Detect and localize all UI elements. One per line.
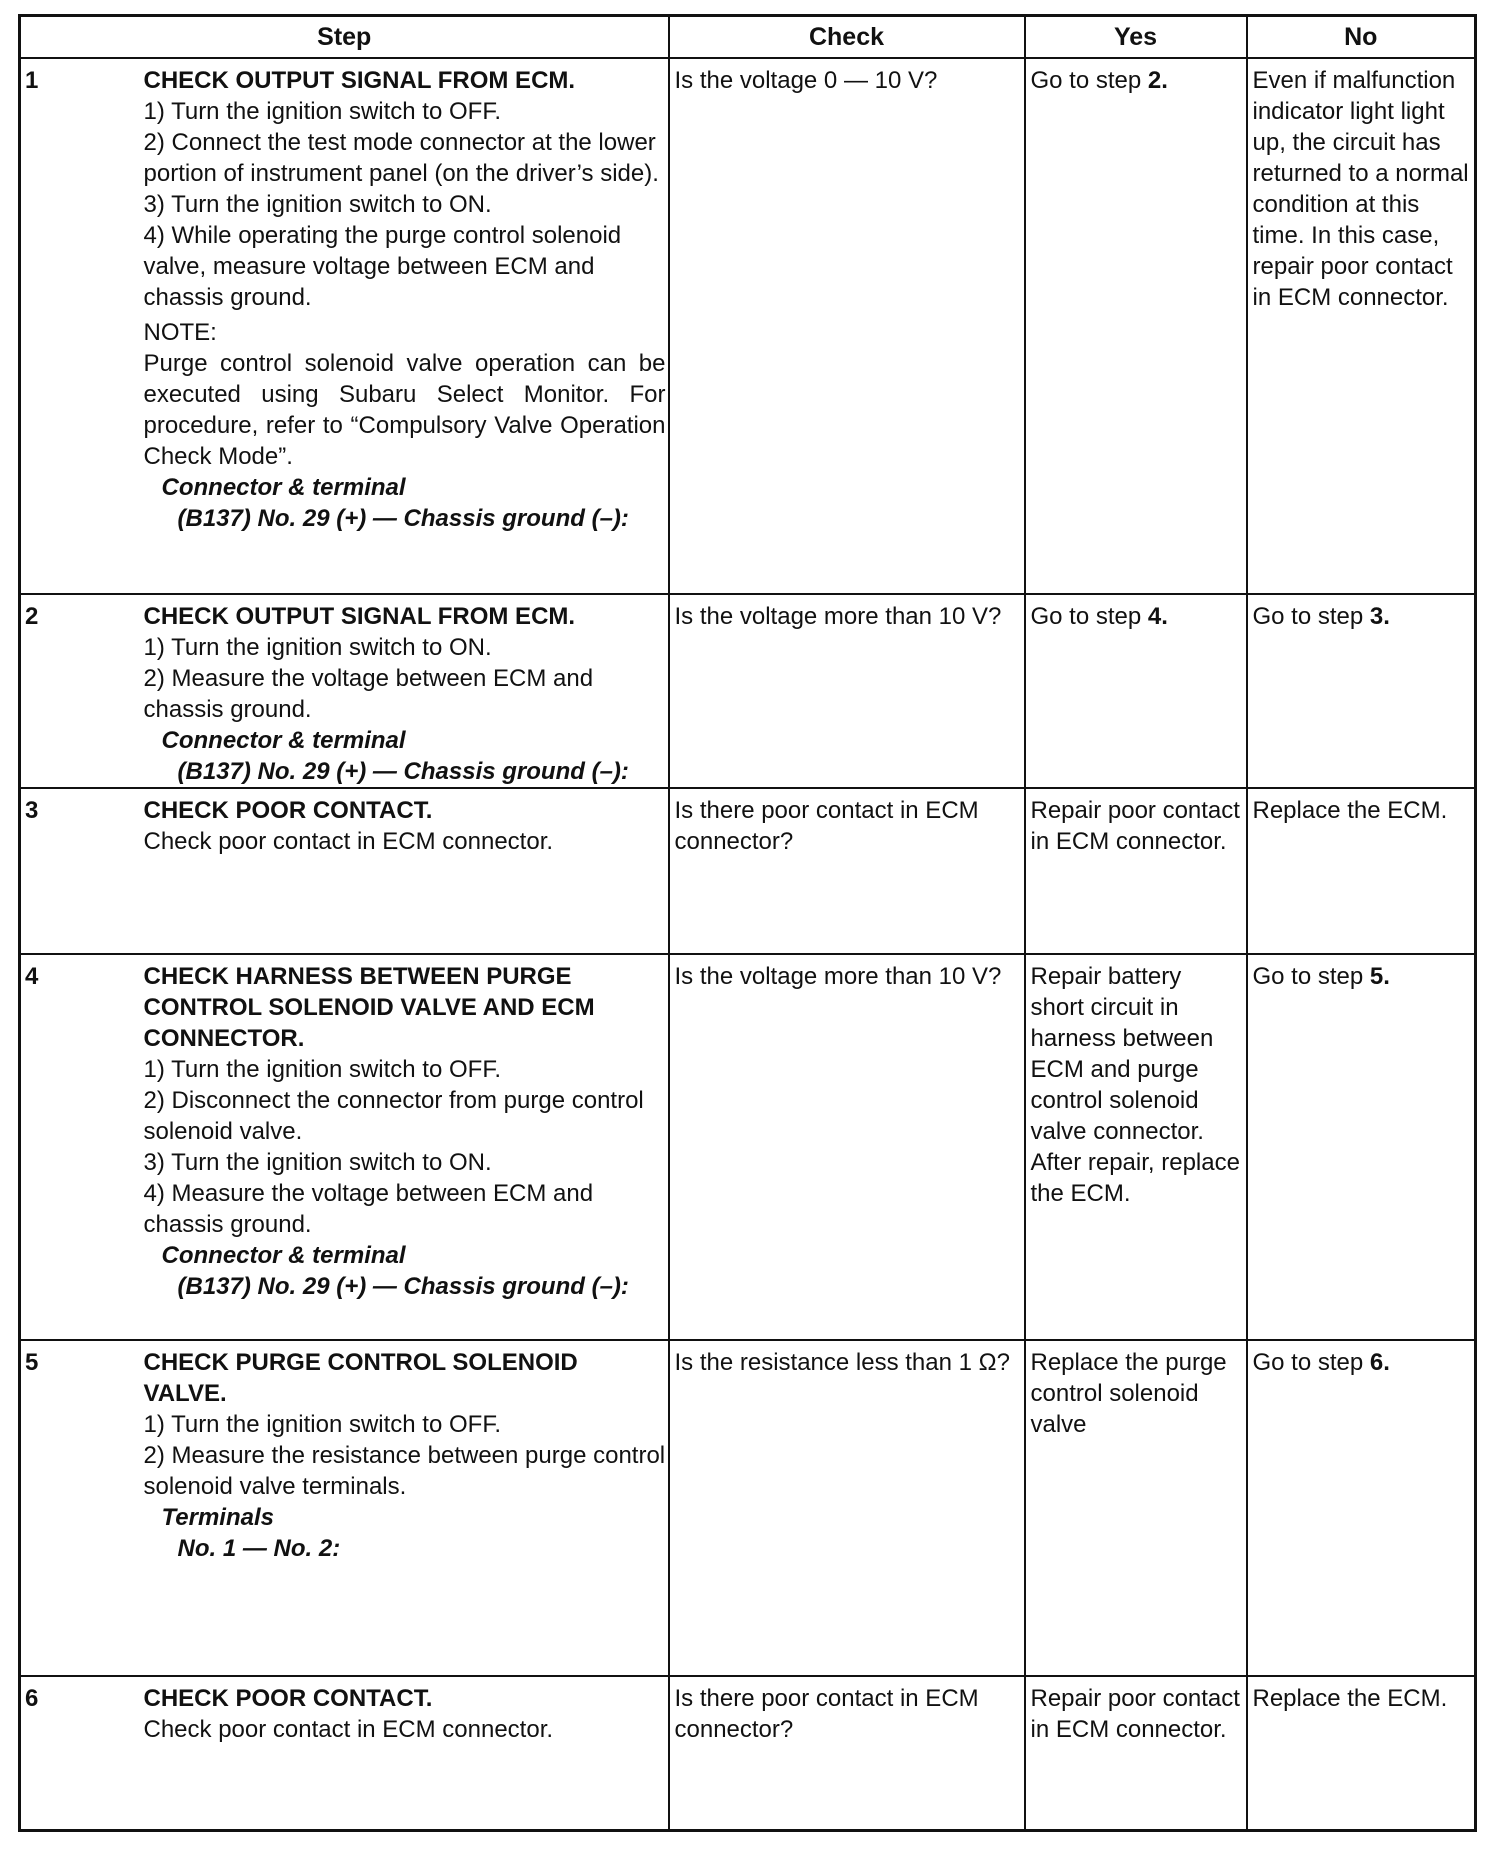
step-number: 5	[20, 1340, 138, 1676]
header-row	[20, 16, 1476, 59]
yes-cell	[1025, 58, 1247, 594]
connector-value: No. 1 — No. 2:	[177, 1535, 341, 1562]
table-row	[20, 594, 1476, 788]
check-cell: Is there poor contact in ECM connector?	[669, 788, 1025, 954]
yes-step-ref: 4.	[1147, 603, 1168, 630]
yes-cell	[1025, 954, 1247, 1340]
no-cell	[1247, 1340, 1476, 1676]
step-line: 2) Connect the test mode connector at the lower portion of instrument panel (on the driver’s side).	[143, 129, 659, 187]
no-cell	[1247, 954, 1476, 1340]
header-step: Step	[20, 16, 669, 59]
yes-text: Repair poor contact in ECM connector.	[1030, 1685, 1240, 1743]
yes-cell	[1025, 594, 1247, 788]
connector-label: Connector & terminal	[161, 727, 406, 754]
table-row	[20, 954, 1476, 1340]
yes-text: Go to step	[1030, 603, 1148, 630]
step-number: 1	[20, 58, 138, 594]
step-content	[138, 1340, 669, 1676]
step-line: 4) Measure the voltage between ECM and chassis ground.	[143, 1180, 594, 1238]
step-content	[138, 594, 669, 788]
step-line: 1) Turn the ignition switch to OFF.	[143, 98, 501, 125]
connector-label: Terminals	[161, 1504, 274, 1531]
connector-value: (B137) No. 29 (+) — Chassis ground (–):	[177, 1273, 629, 1300]
step-number: 6	[20, 1676, 138, 1831]
yes-step-ref: 2.	[1147, 67, 1168, 94]
step-line: 1) Turn the ignition switch to OFF.	[143, 1056, 501, 1083]
no-cell	[1247, 788, 1476, 954]
no-step-ref: 6.	[1369, 1349, 1390, 1376]
step-line: 1) Turn the ignition switch to OFF.	[143, 1411, 501, 1438]
step-title: CHECK POOR CONTACT.	[143, 797, 433, 824]
step-content	[138, 788, 669, 954]
note-label: NOTE:	[143, 319, 217, 346]
connector-value: (B137) No. 29 (+) — Chassis ground (–):	[177, 505, 629, 532]
step-number: 4	[20, 954, 138, 1340]
connector-value: (B137) No. 29 (+) — Chassis ground (–):	[177, 758, 629, 785]
step-title: CHECK OUTPUT SIGNAL FROM ECM.	[143, 603, 576, 630]
no-text: Go to step	[1252, 1349, 1370, 1376]
connector-label: Connector & terminal	[161, 474, 406, 501]
step-content	[138, 1676, 669, 1831]
no-text: Replace the ECM.	[1252, 797, 1448, 824]
no-text: Go to step	[1252, 603, 1370, 630]
step-content	[138, 58, 669, 594]
step-title: CHECK OUTPUT SIGNAL FROM ECM.	[143, 67, 576, 94]
step-number: 2	[20, 594, 138, 788]
no-text: Replace the ECM.	[1252, 1685, 1448, 1712]
step-line: 3) Turn the ignition switch to ON.	[143, 191, 492, 218]
yes-cell	[1025, 1676, 1247, 1831]
yes-cell	[1025, 788, 1247, 954]
no-text: Go to step	[1252, 963, 1370, 990]
yes-text: Go to step	[1030, 67, 1148, 94]
header-check: Check	[669, 16, 1025, 59]
step-line: 2) Disconnect the connector from purge control solenoid valve.	[143, 1087, 644, 1145]
table-row	[20, 1340, 1476, 1676]
table-row	[20, 1676, 1476, 1831]
check-cell: Is there poor contact in ECM connector?	[669, 1676, 1025, 1831]
yes-cell	[1025, 1340, 1247, 1676]
yes-text: Repair poor contact in ECM connector.	[1030, 797, 1240, 855]
step-line: 3) Turn the ignition switch to ON.	[143, 1149, 492, 1176]
connector-label: Connector & terminal	[161, 1242, 406, 1269]
check-cell: Is the voltage 0 — 10 V?	[669, 58, 1025, 594]
note-text: Purge control solenoid valve operation can be executed using Subaru Select Monitor. For procedure, refer to “Compulsory Valve Operation Check Mode”.	[143, 350, 666, 470]
step-line: Check poor contact in ECM connector.	[143, 1716, 554, 1743]
step-line: 2) Measure the voltage between ECM and chassis ground.	[143, 665, 594, 723]
no-text: Even if malfunction indicator light light up, the circuit has returned to a normal condition at this time. In this case, repair poor contact in ECM connector.	[1252, 67, 1469, 311]
yes-text: Repair battery short circuit in harness between ECM and purge control solenoid valve connector. After repair, replace the ECM.	[1030, 963, 1240, 1207]
step-title: CHECK PURGE CONTROL SOLENOID VALVE.	[143, 1349, 578, 1407]
check-cell: Is the voltage more than 10 V?	[669, 594, 1025, 788]
step-line: 2) Measure the resistance between purge control solenoid valve terminals.	[143, 1442, 666, 1500]
no-cell	[1247, 58, 1476, 594]
header-yes: Yes	[1025, 16, 1247, 59]
step-line: 4) While operating the purge control solenoid valve, measure voltage between ECM and chassis ground.	[143, 222, 622, 311]
table-row	[20, 788, 1476, 954]
step-number: 3	[20, 788, 138, 954]
step-line: 1) Turn the ignition switch to ON.	[143, 634, 492, 661]
diagnostic-table	[18, 14, 1477, 1832]
header-no: No	[1247, 16, 1476, 59]
no-step-ref: 5.	[1369, 963, 1390, 990]
step-title: CHECK POOR CONTACT.	[143, 1685, 433, 1712]
no-cell	[1247, 594, 1476, 788]
no-step-ref: 3.	[1369, 603, 1390, 630]
step-title: CHECK HARNESS BETWEEN PURGE CONTROL SOLENOID VALVE AND ECM CONNECTOR.	[143, 963, 595, 1052]
step-content	[138, 954, 669, 1340]
yes-text: Replace the purge control solenoid valve	[1030, 1349, 1227, 1438]
check-cell: Is the voltage more than 10 V?	[669, 954, 1025, 1340]
no-cell	[1247, 1676, 1476, 1831]
check-cell: Is the resistance less than 1 Ω?	[669, 1340, 1025, 1676]
step-line: Check poor contact in ECM connector.	[143, 828, 554, 855]
table-row	[20, 58, 1476, 594]
